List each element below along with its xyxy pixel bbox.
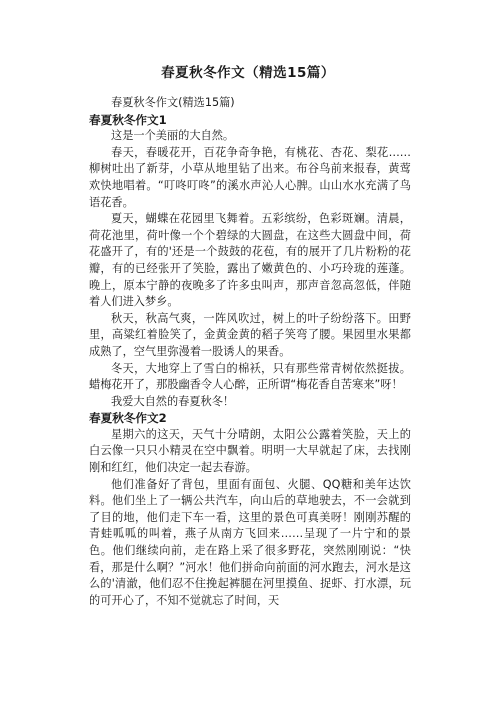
paragraph: 他们准备好了背包，里面有面包、火腿、QQ糖和美年达饮料。他们坐上了一辆公共汽车，向山后的草地驶去，不一会就到了目的地，他们走下车一看，这里的景色可真美呀！刚刚苏醒的青蛙呱呱的叫着，燕子从南方飞回来……呈现了一片宁和的景色。他们继续向前，走在路上采了很多野花，突然刚刚说：“快看，那是什么啊？”河水！他们拼命向前面的河水跑去，河水是这么的'清澈，他们忍不住挽起裤腿在河里摸鱼、捉虾、打水漂，玩的可开心了，不知不觉就忘了时间，天 <box>89 477 411 607</box>
paragraph: 我爱大自然的春夏秋冬！ <box>111 394 235 408</box>
document-body <box>89 95 411 609</box>
section1-heading: 春夏秋冬作文1 <box>89 112 167 127</box>
document-title: 春夏秋冬作文（精选15篇） <box>161 65 335 81</box>
paragraph: 夏天，蝴蝶在花园里飞舞着。五彩缤纷，色彩斑斓。清晨，荷花池里，荷叶像一个个碧绿的大圆盘，在这些大圆盘中间，荷花盛开了，有的'还是一个鼓鼓的花苞，有的展开了几片粉粉的花瓣，有的已经张开了笑脸，露出了嫩黄色的、小巧玲珑的莲蓬。晚上，原本宁静的夜晚多了许多虫叫声，那声音忽高忽低，伴随着人们进入梦乡。 <box>89 212 411 309</box>
paragraph: 秋天，秋高气爽，一阵风吹过，树上的叶子纷纷落下。田野里，高粱红着脸笑了，金黄金黄的稻子笑弯了腰。果园里水果都成熟了，空气里弥漫着一股诱人的果香。 <box>89 311 411 358</box>
paragraph: 星期六的这天，天气十分晴朗，太阳公公露着笑脸，天上的白云像一只只小精灵在空中飘着。明明一大早就起了床，去找刚刚和红红，他们决定一起去春游。 <box>89 427 411 475</box>
section2-heading: 春夏秋冬作文2 <box>89 411 167 426</box>
document-subtitle: 春夏秋冬作文(精选15篇) <box>111 96 235 109</box>
paragraph: 春天，春暖花开，百花争奇争艳，有桃花、杏花、梨花……柳树吐出了新芽，小草从地里钻了出来。布谷鸟前来报春，黄莺欢快地唱着。“叮咚叮咚”的溪水声沁人心脾。山山水水充满了鸟语花香。 <box>89 145 411 209</box>
paragraph: 冬天，大地穿上了雪白的棉袄，只有那些常青树依然挺拔。蜡梅花开了，那股幽香令人心醉，正所谓“梅花香自苦寒来”呀！ <box>89 361 411 392</box>
paragraph: 这是一个美丽的大自然。 <box>111 129 235 143</box>
